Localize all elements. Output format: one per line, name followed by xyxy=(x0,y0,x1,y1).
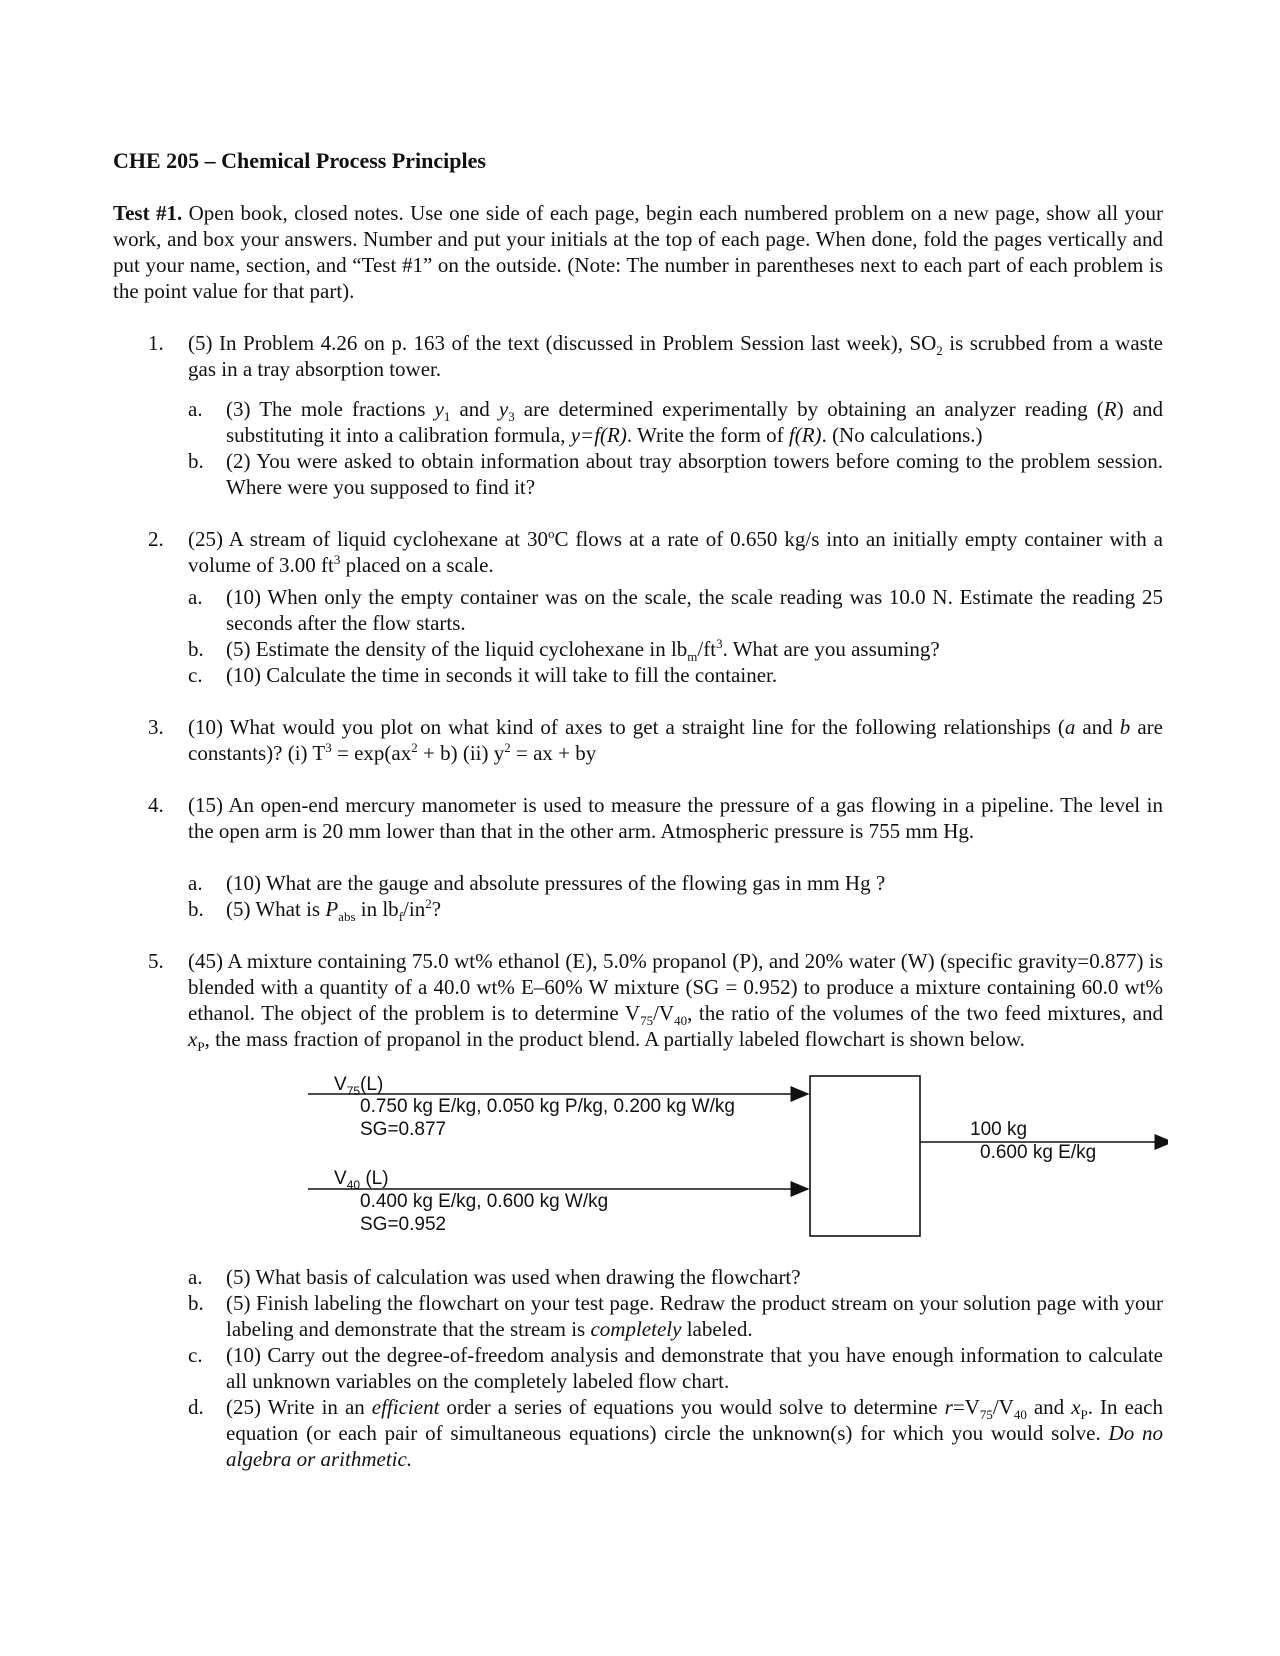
problem-1 xyxy=(113,330,1163,500)
problem-2-part-a: a. (10) When only the empty container was on the scale, the scale reading was 10.0 N. Estimate the reading 25 seconds after the flow starts. xyxy=(188,585,1163,635)
product-mass: 100 kg xyxy=(970,1119,1028,1140)
problem-number: 3. xyxy=(148,715,164,739)
problem-2-part-c: c. (10) Calculate the time in seconds it will take to fill the container. xyxy=(188,663,778,687)
problem-5-part-d: d. (25) Write in an efficient order a series of equations you would solve to determine $r=V_{75}/V_{40}$ and $x_P$. In each equation (or each pair of simultaneous equations) circle the unknown(s) for which you would solve. Do no algebra or arithmetic. xyxy=(188,1395,1163,1471)
problem-2-text: (25) A stream of liquid cyclohexane at 30$^o$C flows at a rate of 0.650 kg/s into an initially empty container with a volume of 3.00 $ft^3$ placed on a scale. xyxy=(188,526,1163,577)
problem-4 xyxy=(113,792,1163,925)
problem-5-part-c: c. (10) Carry out the degree-of-freedom analysis and demonstrate that you have enough information to calculate all unknown variables on the completely labeled flow chart. xyxy=(188,1343,1163,1393)
problem-3-text: (10) What would you plot on what kind of axes to get a straight line for the following relationships (a and b are constants)? (i) $T^3 = \exp(ax^2 + b)$ (ii) $y^2$ = ax + by xyxy=(188,715,1163,765)
problem-1-part-b: b. (2) You were asked to obtain information about tray absorption towers before coming to the problem session. Where were you supposed to find it? xyxy=(188,449,1163,499)
problem-5-part-b: b. (5) Finish labeling the flowchart on your test page. Redraw the product stream on your solution page with your labeling and demonstrate that the stream is completely labeled. xyxy=(188,1291,1163,1341)
problem-2-part-b: b. (5) Estimate the density of the liquid cyclohexane in $lb_m/ft^3$. What are you assuming? xyxy=(188,636,940,665)
problem-number: 5. xyxy=(148,949,164,973)
problem-3 xyxy=(113,714,1163,766)
problem-4-part-a: a. (10) What are the gauge and absolute pressures of the flowing gas in mm Hg ? xyxy=(188,871,886,895)
feed-1-sg: SG=0.877 xyxy=(360,1119,447,1140)
mixer-box xyxy=(810,1076,920,1236)
problem-2 xyxy=(113,526,1163,688)
problem-5-part-a: a. (5) What basis of calculation was used when drawing the flowchart? xyxy=(188,1265,801,1289)
problem-4-text: (15) An open-end mercury manometer is used to measure the pressure of a gas flowing in a pipeline. The level in the open arm is 20 mm lower than that in the other arm. Atmospheric pressure is 755 mm Hg. xyxy=(188,793,1163,843)
feed-2-composition: 0.400 kg E/kg, 0.600 kg W/kg xyxy=(360,1191,609,1212)
instructions xyxy=(113,200,1163,304)
problem-4-parts xyxy=(188,870,1163,925)
problem-4-part-b: b. (5) What is $P_{abs}$ in $lb_f/in^2$? xyxy=(188,896,442,925)
problem-1-parts xyxy=(188,396,1163,500)
feed-1-composition: 0.750 kg E/kg, 0.050 kg P/kg, 0.200 kg W/kg xyxy=(360,1096,735,1117)
problem-number: 1. xyxy=(148,331,164,355)
problem-1-part-a: a. (3) The mole fractions $y_1$ and $y_3$ are determined experimentally by obtaining an analyzer reading (R) and substituting it into a calibration formula, y=f(R). Write the form of f(R). (No calculations.) xyxy=(188,397,1163,447)
problem-5-parts xyxy=(188,1264,1163,1472)
problem-2-parts xyxy=(188,584,1163,688)
flowchart xyxy=(308,1064,1163,1246)
instructions-text: Open book, closed notes. Use one side of each page, begin each numbered problem on a new page, show all your work, and box your answers. Number and put your initials at the top of each page. When done, fold the pages vertically and put your name, section, and “Test #1” on the outside. (Note: The number in parentheses next to each part of each problem is the point value for that part). xyxy=(113,201,1163,303)
test-label: Test #1. xyxy=(113,201,183,225)
product-composition: 0.600 kg E/kg xyxy=(980,1142,1097,1163)
problem-number: 2. xyxy=(148,527,164,551)
problem-5-text: (45) A mixture containing 75.0 wt% ethanol (E), 5.0% propanol (P), and 20% water (W) (specific gravity=0.877) is blended with a quantity of a 40.0 wt% E–60% W mixture (SG = 0.952) to produce a mixture containing 60.0 wt% ethanol. The object of the problem is to determine $V_{75}/V_{40}$, the ratio of the volumes of the two feed mixtures, and $x_P$, the mass fraction of propanol in the product blend. A partially labeled flowchart is shown below. xyxy=(188,949,1163,1055)
test-page xyxy=(113,148,1163,1472)
feed-2-sg: SG=0.952 xyxy=(360,1214,447,1235)
feed-1-volume-label: $V_{75}(L)$ xyxy=(334,1074,384,1098)
problem-1-text: (5) In Problem 4.26 on p. 163 of the text (discussed in Problem Session last week), $SO_2$ is scrubbed from a waste gas in a tray absorption tower. xyxy=(188,331,1163,381)
page-title: CHE 205 – Chemical Process Principles xyxy=(113,148,486,173)
feed-2-volume-label: $V_{40}$ (L) xyxy=(334,1168,389,1192)
problem-5 xyxy=(113,948,1163,1246)
problem-number: 4. xyxy=(148,793,164,817)
